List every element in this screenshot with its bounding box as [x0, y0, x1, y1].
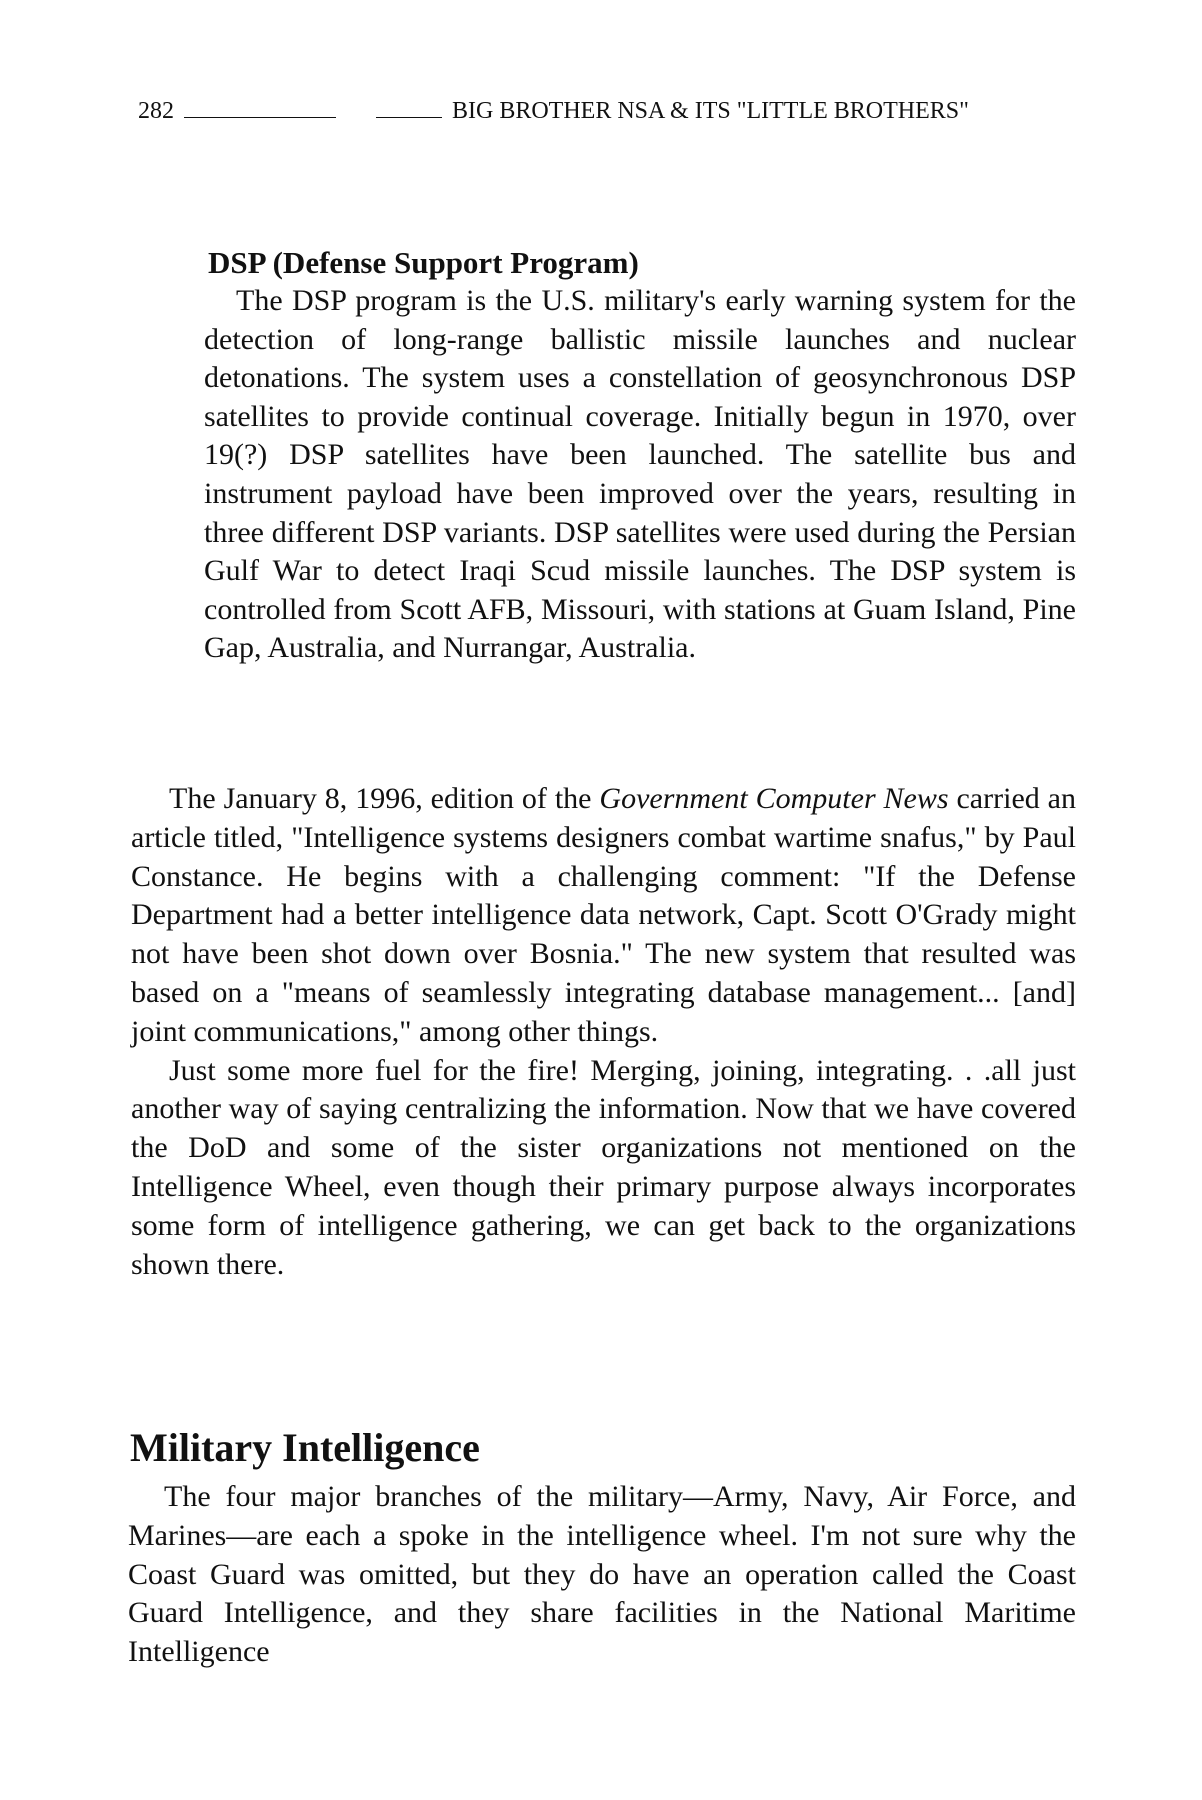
publication-title: Government Computer News — [599, 782, 949, 815]
running-title: BIG BROTHER NSA & ITS "LITTLE BROTHERS" — [452, 98, 969, 124]
sidebar-body: The DSP program is the U.S. military's early warning system for the detection of long-range ballistic missile launches and nuclear detonations. The system uses a constellation of geosynchronous DSP satellites to provide continual coverage. Initially begun in 1970, over 19(?) DSP satellites have been launched. The satellite bus and instrument payload have been improved over the years, resulting in three different DSP variants. DSP satellites were used during the Persian Gulf War to detect Iraqi Scud missile launches. The DSP system is controlled from Scott AFB, Missouri, with stations at Guam Island, Pine Gap, Australia, and Nurrangar, Australia. — [204, 284, 1076, 665]
paragraph-text: carried an article titled, "Intelligence systems designers combat wartime snafus," by Paul Constance. He begins with a challenging comment: "If the Defense Department had a better intelligence data network, Capt. Scott O'Grady might not have been shot down over Bosnia." The new system that resulted was based on a "means of seamlessly integrating database management... [and] joint communications," among other things. — [131, 782, 1076, 1048]
section-paragraph: The four major branches of the military—Army, Navy, Air Force, and Marines—are each a spoke in the intelligence wheel. I'm not sure why the Coast Guard was omitted, but they do have an operation called the Coast Guard Intelligence, and they share facilities in the National Maritime Intelligence — [128, 1480, 1076, 1669]
running-header — [138, 96, 1078, 126]
military-intelligence-section — [128, 1424, 1076, 1672]
dsp-sidebar — [204, 244, 1076, 668]
paragraph-gcn-article — [131, 780, 1076, 1052]
header-rule — [184, 116, 336, 118]
paragraph-text: The January 8, 1996, edition of the — [169, 782, 600, 815]
main-text — [131, 780, 1076, 1284]
paragraph-centralizing: Just some more fuel for the fire! Merging, joining, integrating. . .all just another way of saying centralizing the information. Now that we have covered the DoD and some of the sister organizations not mentioned on the Intelligence Wheel, even though their primary purpose always incorporates some form of intelligence gathering, we can get back to the organizations shown there. — [131, 1053, 1076, 1281]
page-number: 282 — [138, 98, 174, 124]
section-heading: Military Intelligence — [130, 1425, 480, 1470]
header-rule — [376, 116, 442, 118]
sidebar-title: DSP (Defense Support Program) — [208, 245, 639, 280]
